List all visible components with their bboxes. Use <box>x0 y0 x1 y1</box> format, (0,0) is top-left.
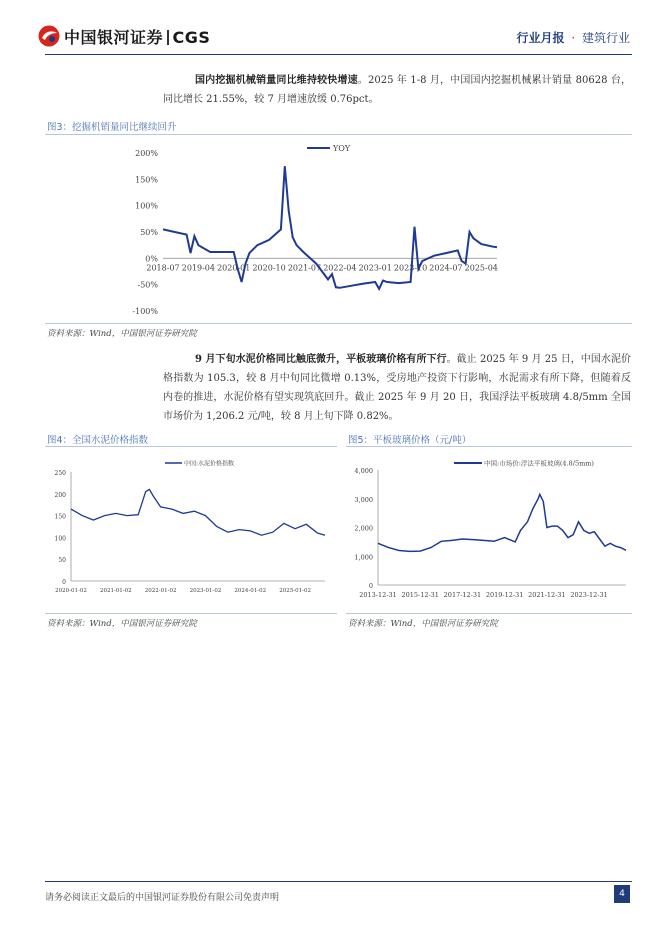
figure5-chart <box>346 448 632 612</box>
figure5-top-rule <box>346 446 632 447</box>
report-category <box>516 29 630 46</box>
x-tick-label: 2023-12-31 <box>570 591 608 599</box>
brand-name <box>64 25 210 48</box>
y-tick-label: 150% <box>135 175 158 185</box>
figure5-legend <box>454 459 594 468</box>
x-tick-label: 2024-07 <box>429 263 463 273</box>
x-tick-label: 2020-01 <box>217 263 251 273</box>
x-tick-label: 2024-01-02 <box>234 588 267 594</box>
x-tick-label: 2020-10 <box>252 263 286 273</box>
y-tick-label: 0% <box>145 254 158 264</box>
figure5-bottom-rule <box>346 613 632 614</box>
brand-logo-icon <box>38 25 60 47</box>
figure3-legend <box>307 144 351 153</box>
y-tick-label: 100% <box>135 201 158 211</box>
x-tick-label: 2023-01-02 <box>189 588 222 594</box>
y-tick-label: 150 <box>54 513 66 521</box>
x-tick-label: 2021-12-31 <box>528 591 566 599</box>
figure4-chart <box>45 448 337 612</box>
x-tick-label: 2022-04 <box>323 263 357 273</box>
footer-disclaimer: 请务必阅读正文最后的中国银河证券股份有限公司免责声明 <box>45 893 280 903</box>
figure4-title: 图4：全国水泥价格指数 <box>47 435 149 446</box>
x-tick-label: 2021-01-02 <box>99 588 132 594</box>
figure5-title: 图5：平板玻璃价格（元/吨） <box>348 435 472 446</box>
figure5-source: 资料来源：Wind，中国银河证券研究院 <box>348 619 498 629</box>
x-tick-label: 2018-07 <box>146 263 180 273</box>
x-tick-label: 2021-07 <box>287 263 322 273</box>
glass-price-line <box>378 494 626 551</box>
x-tick-label: 2025-01-02 <box>279 588 311 594</box>
y-tick-label: 100 <box>54 535 66 543</box>
y-tick-label: -100% <box>132 307 158 316</box>
header-divider <box>45 54 632 55</box>
brand-name-cn: 中国银河证券 <box>64 28 164 47</box>
x-tick-label: 2022-01-02 <box>144 588 177 594</box>
report-type: 行业月报 <box>516 31 565 45</box>
figure4-legend <box>165 460 234 468</box>
x-tick-label: 2019-12-31 <box>485 591 524 599</box>
y-tick-label: 0 <box>62 579 66 586</box>
paragraph-excavator-body: 。2025 年 1-8 月，中国国内挖掘机械累计销量 80628 台，同比增长 21.55%，较 7 月增速放缓 0.76pct。 <box>163 75 632 105</box>
y-tick-label: 1,000 <box>354 553 373 562</box>
report-separator: · <box>571 31 576 45</box>
figure3-legend-label: YOY <box>333 144 351 153</box>
figure3-chart <box>45 136 632 322</box>
figure3-source: 资料来源：Wind，中国银河证券研究院 <box>47 329 197 339</box>
figure4-legend-label: 中国:水泥价格指数 <box>184 460 235 468</box>
x-tick-label: 2013-12-31 <box>359 591 397 599</box>
y-tick-label: 2,000 <box>354 524 373 533</box>
paragraph-cement-body: 。截止 2025 年 9 月 25 日，中国水泥价格指数为 105.3，较 8 月中旬同比微增 0.13%，受房地产投资下行影响，水泥需求有所下降，但随着反内卷的推进，水泥价格有望实现筑底回升。截止 2025 年 9 月 20 日，我国浮法平板玻璃 4.8/5mm 全国市场价为 1,206.2 元/吨，较 8 月上旬下降 0.82%。 <box>163 354 631 422</box>
paragraph-cement-glass <box>163 350 631 426</box>
x-tick-label: 2015-12-31 <box>401 591 439 599</box>
y-tick-label: 4,000 <box>354 467 373 475</box>
paragraph-excavator <box>163 71 631 109</box>
figure4-source: 资料来源：Wind，中国银河证券研究院 <box>47 619 197 629</box>
figure3-bottom-rule <box>45 323 632 324</box>
y-tick-label: 50% <box>140 228 158 237</box>
x-tick-label: 2020-01-02 <box>55 588 87 594</box>
report-industry: 建筑行业 <box>581 31 630 45</box>
x-tick-label: 2023-01 <box>358 263 392 273</box>
paragraph-excavator-lead: 国内挖掘机械销量同比维持较快增速 <box>195 75 358 86</box>
y-tick-label: 200 <box>54 491 66 499</box>
y-tick-label: 3,000 <box>354 495 373 504</box>
figure4-top-rule <box>45 446 337 447</box>
x-tick-label: 2019-04 <box>181 263 215 273</box>
page-number: 4 <box>614 885 630 903</box>
y-tick-label: 50 <box>58 557 66 565</box>
cement-index-line <box>71 489 325 535</box>
figure5-legend-label: 中国:市场价:浮法平板玻璃(4.8/5mm) <box>484 459 594 468</box>
brand-separator <box>167 30 169 45</box>
figure3-top-rule <box>45 134 632 135</box>
x-tick-label: 2023-10 <box>393 263 428 273</box>
paragraph-cement-lead: 9 月下旬水泥价格同比触底微升，平板玻璃价格有所下行 <box>195 354 447 365</box>
y-tick-label: -50% <box>137 280 158 290</box>
x-tick-label: 2025-04 <box>464 263 498 273</box>
x-tick-label: 2017-12-31 <box>443 591 482 599</box>
y-tick-label: 200% <box>135 149 158 158</box>
brand-name-en: CGS <box>172 28 211 47</box>
y-tick-label: 250 <box>54 470 66 477</box>
footer-divider <box>45 881 632 882</box>
figure3-title: 图3：挖掘机销量同比继续回升 <box>47 122 177 133</box>
y-tick-label: 0 <box>368 582 373 590</box>
figure4-bottom-rule <box>45 613 337 614</box>
